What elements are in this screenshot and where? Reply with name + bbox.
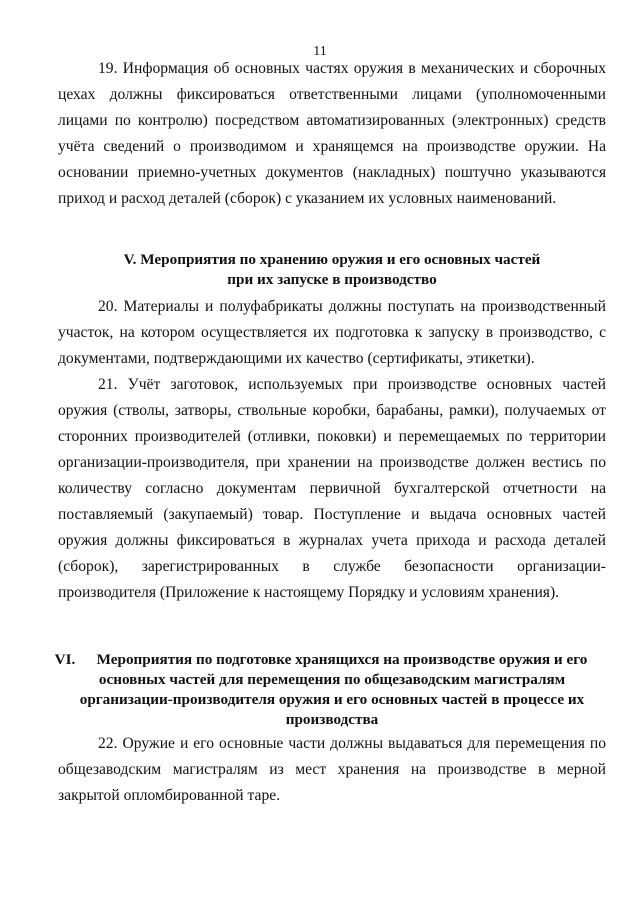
paragraph-20: 20. Материалы и полуфабрикаты должны поступать на производственный участок, на котором осуществляется их подготовка к запуску в производство, с документами, подтверждающими их качество (сертификаты, этикетки). — [58, 298, 606, 367]
paragraphs-20-21-block — [58, 294, 606, 606]
page-number: 11 — [313, 44, 327, 59]
paragraph-22-block — [58, 731, 606, 809]
paragraph-22: 22. Оружие и его основные части должны выдаваться для перемещения по общезаводским магистралям из мест хранения на производстве в мерной закрытой опломбированной таре. — [58, 735, 606, 804]
section-5-title-line-2: при их запуске в производство — [227, 271, 437, 288]
paragraph-19-block — [58, 56, 606, 212]
section-6-title-line-3: организации-производителя оружия и его основных частей в процессе их — [79, 691, 585, 708]
section-6-title-line-2: основных частей для перемещения по общезаводским магистралям — [98, 671, 566, 688]
paragraph-19: 19. Информация об основных частях оружия в механических и сборочных цехах должны фиксироваться ответственными лицами (уполномоченными лицами по контролю) посредством автоматизированных (электронных) средств учёта сведений о производимом и хранящемся на производстве оружии. На основании приемно-учетных документов (накладных) поштучно указываются приход и расход деталей (сборок) с указанием их условных наименований. — [58, 60, 606, 207]
section-6-title-line-1: Мероприятия по подготовке хранящихся на производстве оружия и его — [96, 651, 588, 668]
section-6-title-first-row — [54, 650, 606, 670]
section-6-numeral: VI. — [54, 651, 76, 668]
paragraph-21: 21. Учёт заготовок, используемых при производстве основных частей оружия (стволы, затворы, ствольные коробки, барабаны, рамки), получаемых от сторонних производителей (отливки, поковки) и перемещаемых по территории организации-производителя, при хранении на производстве должен вестись по количеству согласно документам первичной бухгалтерской отчетности на поставляемый (закупаемый) товар. Поступление и выдача основных частей оружия должны фиксироваться в журналах учета прихода и расхода деталей (сборок), зарегистрированных в службе безопасности организации-производителя (Приложение к настоящему Порядку и условиям хранения). — [58, 376, 606, 601]
section-6-heading — [54, 650, 606, 730]
section-5-heading — [58, 250, 606, 290]
section-5-title-line-1: V. Мероприятия по хранению оружия и его основных частей — [123, 251, 541, 268]
section-6-title-line-4: производства — [285, 711, 379, 728]
